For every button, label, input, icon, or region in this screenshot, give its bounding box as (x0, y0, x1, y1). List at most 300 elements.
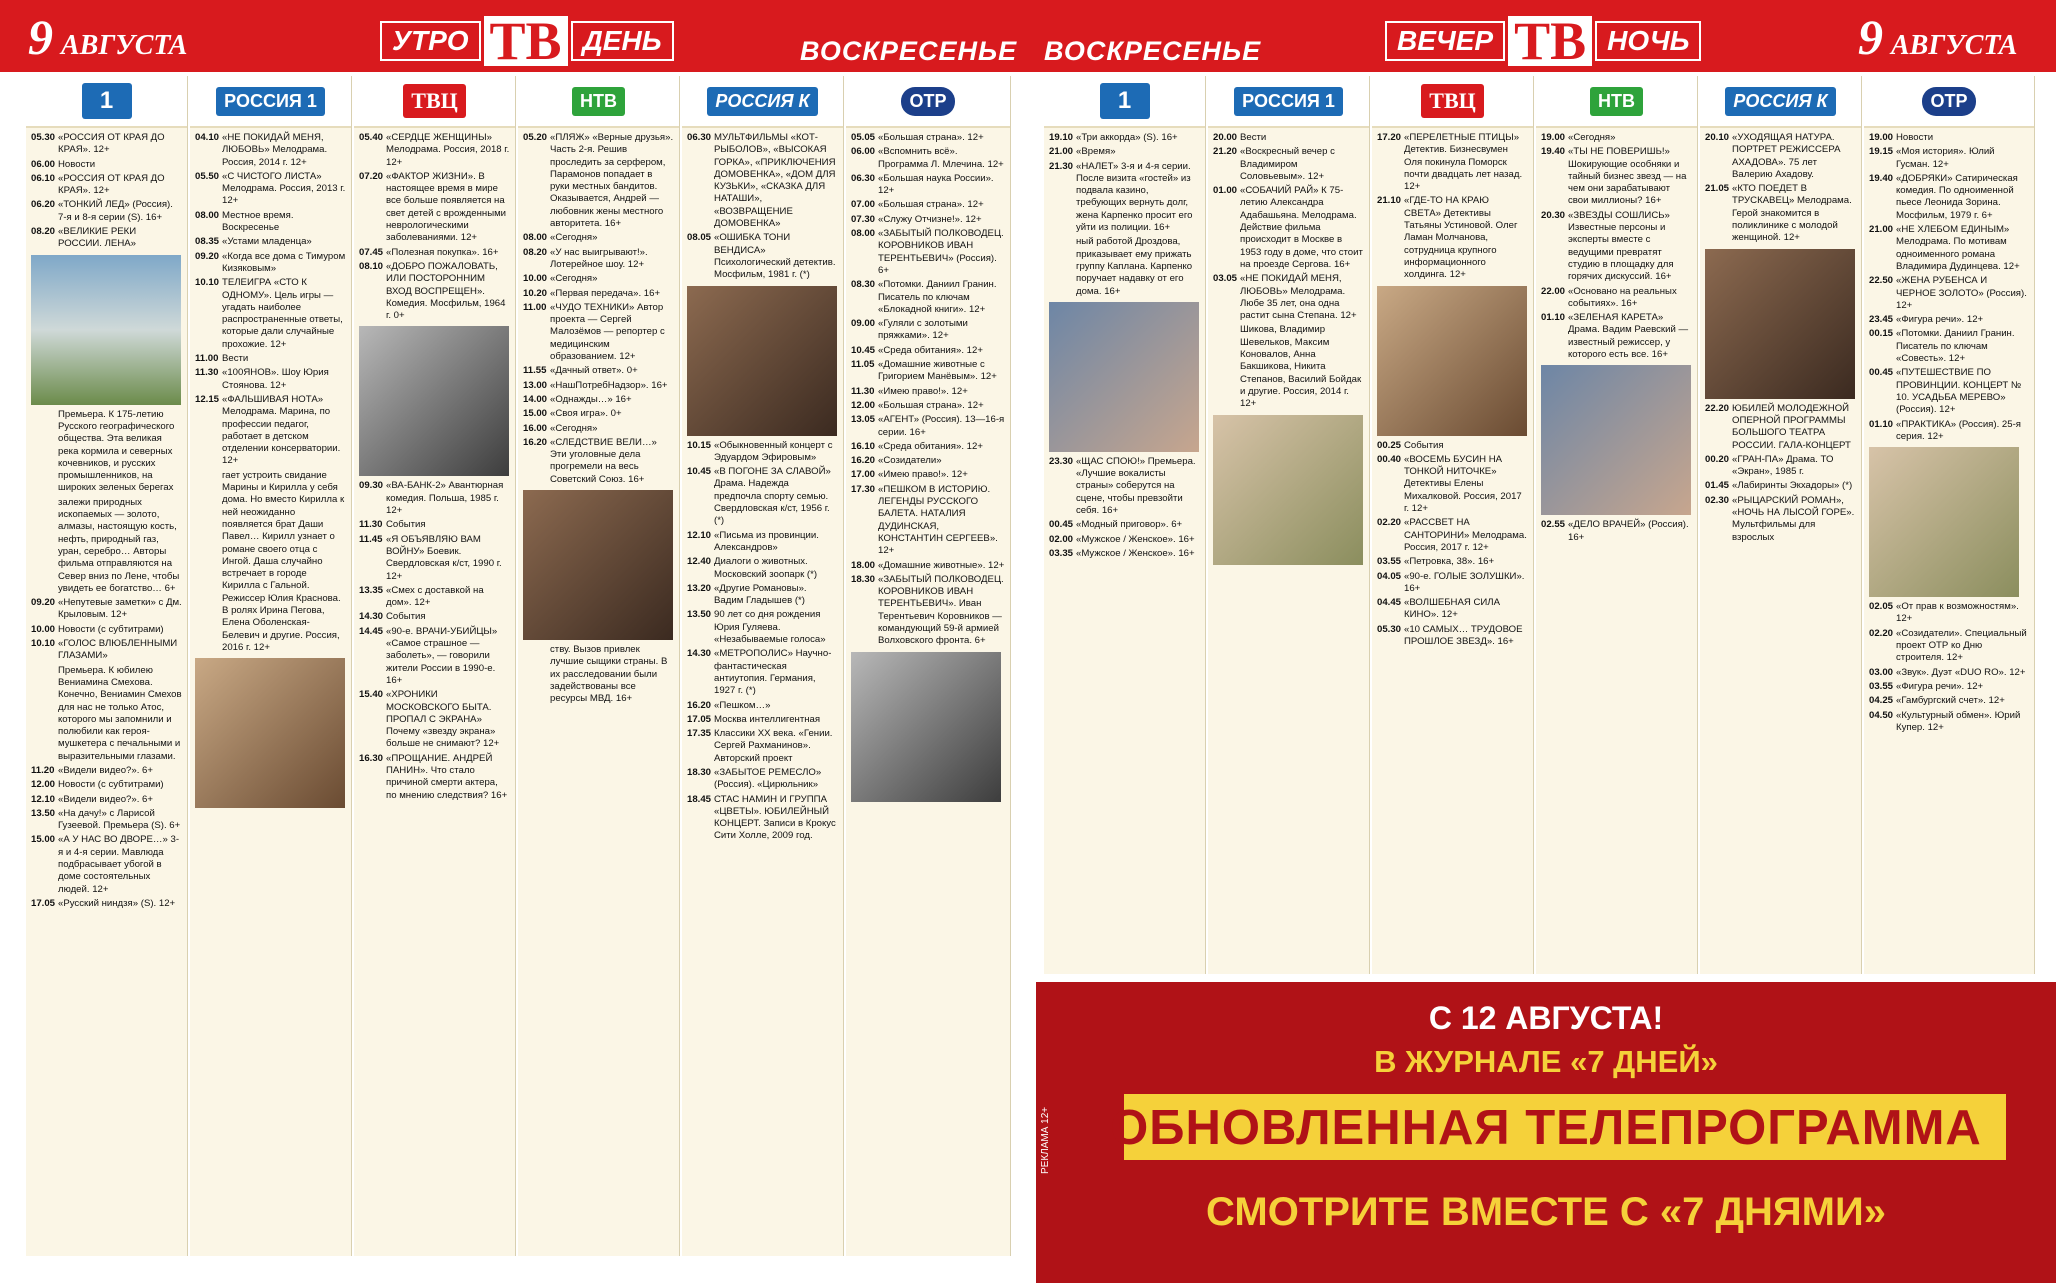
program-entry (1869, 681, 2029, 693)
channel-logo (682, 76, 843, 128)
channel-logo (354, 76, 515, 128)
magazine-advertisement (1036, 982, 2056, 1283)
program-title: ТЕЛЕИГРА «СТО К ОДНОМУ». Цель игры — угадать наиболее распространенные ответы, которые дали случайные прохожие. 12+ (222, 277, 343, 350)
program-title: «10 САМЫХ… ТРУДОВОЕ ПРОШЛОЕ ЗВЕЗД». 16+ (1404, 623, 1523, 648)
program-title: «ДЕЛО ВРАЧЕЙ» (Россия). 16+ (1568, 519, 1689, 543)
program-entry (359, 132, 510, 169)
otr-logo-icon: ОТР (901, 87, 954, 116)
program-title: «ЩАС СПОЮ!» Премьера. «Лучшие вокалисты страны» соберутся на сцене, чтобы превзойти себя. 16+ (1076, 455, 1196, 517)
left-section-logo (380, 11, 674, 71)
program-title: «СЛЕДСТВИЕ ВЕЛИ…» Эти уголовные дела прогремели на весь Советский Союз. 16+ (550, 436, 657, 485)
program-entry (195, 353, 346, 365)
program-time: 21.30 (1049, 160, 1074, 172)
program-time: 10.20 (523, 287, 548, 299)
ad-magazine-line: В ЖУРНАЛЕ «7 ДНЕЙ» (1374, 1044, 1718, 1079)
program-title: Новости (с субтитрами) (58, 623, 164, 635)
program-time: 15.00 (31, 834, 56, 846)
program-time: 04.50 (1869, 709, 1894, 721)
program-photo (1705, 249, 1855, 399)
day-column-tvc (354, 76, 516, 1256)
program-entry (523, 423, 674, 435)
program-entry (31, 765, 182, 777)
program-photo (1377, 286, 1527, 436)
program-entry (851, 574, 1005, 648)
program-time: 23.30 (1049, 455, 1074, 467)
program-time: 17.05 (31, 897, 56, 909)
ad-headline: ОБНОВЛЕННАЯ ТЕЛЕПРОГРАММА (1110, 1101, 1982, 1155)
program-time: 11.30 (195, 367, 219, 379)
program-list (518, 128, 679, 712)
program-time: 09.30 (359, 480, 384, 492)
program-entry (1049, 548, 1200, 560)
program-entry (359, 534, 510, 583)
night-column-russia-1 (1208, 76, 1370, 974)
program-entry (851, 484, 1005, 558)
program-entry (851, 279, 1005, 316)
program-photo (195, 658, 345, 808)
program-entry (1377, 571, 1528, 596)
program-time (523, 644, 550, 705)
russia-k-logo-icon: РОССИЯ К (707, 87, 817, 116)
program-time: 02.55 (1541, 519, 1566, 531)
program-entry (851, 228, 1005, 277)
program-time (31, 665, 58, 763)
program-time: 20.00 (1213, 132, 1238, 143)
program-title: «Созидатели» (878, 455, 942, 467)
program-entry (1049, 456, 1200, 517)
channel-logo (1864, 76, 2034, 128)
program-entry (1049, 519, 1200, 531)
program-entry (851, 214, 1005, 226)
program-title: «Домашние животные». 12+ (878, 559, 1005, 571)
program-title: «Петровка, 38». 16+ (1404, 556, 1495, 568)
program-entry (359, 261, 510, 322)
day-column-ntv (518, 76, 680, 1256)
program-title: «Сегодня» (1568, 132, 1616, 143)
program-title: «ЧУДО ТЕХНИКИ» Автор проекта — Сергей Малозёмов — репортер с медицинским образованием. 12+ (550, 301, 665, 363)
program-photo (31, 255, 181, 405)
program-entry (1541, 519, 1692, 544)
program-time: 00.45 (1049, 519, 1074, 531)
program-time: 10.15 (687, 439, 712, 451)
program-entry (523, 273, 674, 285)
program-entry (851, 469, 1005, 481)
program-photo (687, 286, 837, 436)
right-date-number: 9 (1858, 9, 1883, 65)
program-title: «Большая страна». 12+ (878, 399, 984, 411)
program-time: 20.30 (1541, 209, 1566, 221)
program-entry (31, 834, 182, 895)
program-title: События (386, 519, 426, 531)
program-time: 11.00 (523, 301, 547, 313)
program-time: 15.00 (523, 408, 548, 420)
program-time: 01.00 (1213, 185, 1238, 197)
program-time: 21.20 (1213, 146, 1238, 158)
program-entry (687, 132, 838, 230)
program-time: 00.20 (1705, 453, 1730, 465)
program-time: 10.10 (31, 638, 56, 650)
program-entry (195, 236, 346, 248)
program-title: Диалоги о животных. Московский зоопарк (*) (714, 556, 818, 580)
program-entry (359, 480, 510, 517)
program-time: 10.00 (31, 623, 56, 635)
program-entry (1869, 628, 2029, 665)
program-title: «ПЕРЕЛЕТНЫЕ ПТИЦЫ» Детектив. Бизнесвумен Оля покинула Поморск почти двадцать лет назад. 12+ (1404, 132, 1523, 193)
program-title: «ДОБРО ПОЖАЛОВАТЬ, ИЛИ ПОСТОРОННИМ ВХОД ВОСПРЕЩЕН». Комедия. Мосфильм, 1964 г. 0+ (386, 260, 506, 322)
program-time: 16.10 (851, 440, 876, 452)
right-day-of-week: ВОСКРЕСЕНЬЕ (1044, 36, 1262, 66)
logo-morning: УТРО (380, 21, 481, 61)
program-entry (687, 767, 838, 792)
program-entry (1869, 224, 2029, 273)
program-entry (195, 394, 346, 468)
program-entry (1213, 185, 1364, 271)
program-title: «Среда обитания». 12+ (878, 440, 983, 452)
program-entry (1377, 132, 1528, 193)
program-title: «ХРОНИКИ МОСКОВСКОГО БЫТА. ПРОПАЛ С ЭКРАНА» Почему «звезду экрана» больше не снимают? 12+ (386, 689, 500, 750)
program-time: 18.45 (687, 793, 712, 805)
program-title: «Воскресный вечер с Владимиром Соловьевым». 12+ (1240, 146, 1335, 182)
program-entry (851, 345, 1005, 357)
program-entry (195, 210, 346, 235)
program-title: «Большая страна». 12+ (878, 199, 984, 211)
program-entry (195, 277, 346, 351)
program-time: 05.40 (359, 132, 384, 143)
program-title: «Сегодня» (550, 232, 598, 244)
program-entry (359, 753, 510, 802)
program-entry (851, 173, 1005, 198)
program-time: 03.35 (1049, 547, 1074, 559)
program-time: 10.00 (523, 273, 548, 285)
program-time: 08.20 (523, 246, 548, 258)
program-time: 16.20 (687, 699, 712, 711)
program-entry (1869, 314, 2029, 326)
program-title: «Потомки. Даниил Гранин. Писатель по ключам «Совесть». 12+ (1896, 328, 2015, 365)
program-time: 08.20 (31, 226, 56, 238)
program-entry (195, 171, 346, 208)
program-entry (1869, 667, 2029, 679)
program-time: 13.00 (523, 379, 548, 391)
program-time: 19.00 (1869, 132, 1894, 143)
program-title: «НашПотребНадзор». 16+ (550, 379, 668, 391)
program-title: ству. Вызов привлек лучшие сыщики страны. В их расследовании были задействованы все ресурсы МВД. 16+ (550, 644, 668, 705)
program-list (1044, 128, 1205, 566)
program-title: «НЕ ХЛЕБОМ ЕДИНЫМ» Мелодрама. По мотивам одноименного романа Владимира Дудинцева. 12+ (1896, 224, 2020, 272)
program-time: 08.30 (851, 279, 876, 291)
program-title: 90 лет со дня рождения Юрия Гуляева. «Незабываемые голоса» (714, 609, 826, 646)
program-title: «Пешком…» (714, 699, 771, 711)
program-time (195, 470, 222, 654)
program-title: «Фигура речи». 12+ (1896, 680, 1984, 692)
page-gutter (1018, 72, 1036, 1283)
ad-date-line: С 12 АВГУСТА! (1428, 1000, 1664, 1036)
program-title: «ЗЕЛЕНАЯ КАРЕТА» Драма. Вадим Раевский — известный режиссер, у которого есть все. 16+ (1568, 312, 1689, 361)
program-title: ЮБИЛЕЙ МОЛОДЕЖНОЙ ОПЕРНОЙ ПРОГРАММЫ БОЛЬШОГО ТЕАТРА РОССИИ. ГАЛА-КОНЦЕРТ (1732, 402, 1851, 451)
program-time: 13.50 (31, 807, 56, 819)
program-title: «Три аккорда» (S). 16+ (1076, 132, 1178, 143)
program-entry (31, 794, 182, 806)
program-title: Вести (1240, 132, 1267, 143)
program-entry (1541, 286, 1692, 311)
program-entry (31, 226, 182, 251)
program-time: 13.20 (687, 582, 712, 594)
program-time (1049, 236, 1076, 297)
program-title: «Русский ниндзя» (S). 12+ (58, 897, 176, 909)
program-title: «РЫЦАРСКИЙ РОМАН», «НОЧЬ НА ЛЫСОЙ ГОРЕ». Мультфильмы для взрослых (1732, 494, 1855, 543)
program-time: 10.45 (687, 466, 712, 478)
program-title: «Имею право!». 12+ (878, 469, 968, 481)
program-time: 12.10 (31, 793, 56, 805)
program-entry (31, 665, 182, 763)
program-time (31, 409, 58, 495)
program-entry (851, 414, 1005, 439)
program-time: 11.30 (359, 519, 383, 531)
otr-logo-icon: ОТР (1922, 87, 1975, 116)
program-time: 14.30 (687, 648, 712, 660)
program-time: 02.05 (1869, 601, 1894, 613)
program-time: 04.10 (195, 132, 220, 143)
program-title: «ВЕЛИКИЕ РЕКИ РОССИИ. ЛЕНА» (58, 226, 137, 250)
program-time: 04.25 (1869, 695, 1894, 707)
right-date-month: АВГУСТА (1891, 30, 2018, 61)
program-entry (687, 466, 838, 527)
program-time: 06.00 (31, 158, 56, 170)
program-entry (195, 251, 346, 276)
program-list (846, 128, 1010, 810)
day-column-russia-1 (190, 76, 352, 1256)
program-entry (851, 132, 1005, 144)
program-entry (1705, 495, 1856, 544)
left-date-number: 9 (28, 9, 53, 65)
program-title: «Домашние животные с Григорием Манёвым». 12+ (878, 359, 997, 383)
night-column-otr (1864, 76, 2035, 974)
program-time: 11.45 (359, 533, 383, 545)
program-entry (31, 898, 182, 910)
program-title: События (1404, 439, 1444, 451)
program-time: 19.00 (1541, 132, 1566, 143)
program-title: «Лабиринты Экхадоры» (*) (1732, 480, 1853, 492)
program-photo (1541, 365, 1691, 515)
logo-day: ДЕНЬ (571, 21, 674, 61)
program-entry (687, 714, 838, 726)
program-time: 17.35 (687, 728, 712, 740)
program-time: 11.20 (31, 764, 55, 776)
program-entry (687, 583, 838, 608)
program-photo (359, 326, 509, 476)
program-title: «Дачный ответ». 0+ (550, 365, 638, 377)
program-time: 17.05 (687, 713, 712, 725)
program-entry (31, 497, 182, 595)
program-title: «ПУТЕШЕСТВИЕ ПО ПРОВИНЦИИ. КОНЦЕРТ № 10. УСАДЬБА МЕРЕВО» (Россия). 12+ (1896, 367, 2022, 416)
program-title: «Видели видео?». 6+ (58, 764, 153, 776)
program-entry (31, 159, 182, 171)
day-column-channel-1 (26, 76, 188, 1256)
program-time: 00.40 (1377, 453, 1402, 465)
russia-1-logo-icon: РОССИЯ 1 (1234, 87, 1343, 116)
program-entry (1049, 161, 1200, 235)
program-title: СТАС НАМИН И ГРУППА «ЦВЕТЫ». ЮБИЛЕЙНЫЙ КОНЦЕРТ. Записи в Крокус Сити Холле, 2009 год. (714, 793, 836, 842)
program-time (1213, 324, 1240, 410)
program-time: 18.30 (687, 766, 712, 778)
program-entry (523, 247, 674, 272)
program-entry (523, 644, 674, 705)
program-entry (1705, 403, 1856, 452)
program-title: «ГОЛОС ВЛЮБЛЕННЫМИ ГЛАЗАМИ» (58, 638, 178, 662)
program-entry (359, 585, 510, 610)
program-entry (687, 728, 838, 765)
program-entry (851, 455, 1005, 467)
program-title: «Модный приговор». 6+ (1076, 519, 1183, 531)
program-title: «Обыкновенный концерт с Эдуардом Эфировым» (714, 439, 833, 463)
program-entry (687, 609, 838, 646)
program-time: 07.00 (851, 199, 876, 211)
program-entry (687, 556, 838, 581)
program-title: «АГЕНТ» (Россия). 13—16-я серии. 16+ (878, 414, 1005, 438)
program-entry (1541, 312, 1692, 361)
program-time: 02.30 (1705, 494, 1730, 506)
program-time: 17.00 (851, 469, 876, 481)
program-list (1700, 128, 1861, 550)
program-time: 22.20 (1705, 402, 1730, 414)
program-title: «Созидатели». Специальный проект ОТР ко Дню строителя. 12+ (1896, 627, 2027, 664)
program-entry (523, 232, 674, 244)
program-time: 22.50 (1869, 275, 1894, 287)
program-title: «90-е. ВРАЧИ-УБИЙЦЫ» «Самое страшное — заболеть», — говорили жители России в 1990-е. 16+ (386, 625, 498, 686)
program-time: 04.05 (1377, 570, 1402, 582)
program-title: «СОБАЧИЙ РАЙ» К 75-летию Александра Адабашьяна. Мелодрама. Действие фильма происходит в Москве в 1953 году в доме, что стоит на проезде Сергова. 16+ (1240, 185, 1363, 270)
program-time: 06.30 (687, 132, 712, 143)
program-title: «Письма из провинции. Александров» (714, 529, 819, 553)
program-title: «От прав к возможностям». 12+ (1896, 601, 2019, 625)
program-entry (31, 132, 182, 157)
day-column-russia-k (682, 76, 844, 1256)
program-time: 18.00 (851, 559, 876, 571)
program-entry (523, 132, 674, 230)
russia-1-logo-icon: РОССИЯ 1 (216, 87, 325, 116)
program-time: 05.05 (851, 132, 876, 143)
program-title: «КТО ПОЕДЕТ В ТРУСКАВЕЦ» Мелодрама. Герой знакомится в поликлинике с молодой женщиной. 12+ (1732, 183, 1852, 244)
program-time: 19.15 (1869, 146, 1894, 158)
program-title: «Гамбургский счет». 12+ (1896, 695, 2005, 707)
program-entry (687, 440, 838, 465)
program-title: «НЕ ПОКИДАЙ МЕНЯ, ЛЮБОВЬ» Мелодрама. Любе 35 лет, она одна растит сына Степана. 12+ (1240, 273, 1357, 322)
left-date (28, 9, 188, 65)
program-entry (523, 380, 674, 392)
program-title: «ЗАБЫТЫЙ ПОЛКОВОДЕЦ. КОРОВНИКОВ ИВАН ТЕРЕНТЬЕВИЧ». Иван Терентьевич Коровников — командующий 59-й армией Волховского фронта. 6+ (878, 573, 1004, 647)
program-entry (195, 367, 346, 392)
program-title: «Устами младенца» (222, 236, 312, 248)
program-entry (1705, 183, 1856, 244)
program-title: «ЗВЕЗДЫ СОШЛИСЬ» Известные персоны и эксперты вместе с ведущими превратят студию в площадку для горячих дискуссий. 16+ (1568, 209, 1674, 283)
program-list (1208, 128, 1369, 573)
program-title: События (386, 611, 426, 623)
program-title: «ФАКТОР ЖИЗНИ». В настоящее время в мире все больше появляется на свет детей с врожденными неврологическими заболеваниями. 12+ (386, 170, 507, 244)
program-title: Новости (с субтитрами) (58, 779, 164, 791)
program-entry (523, 365, 674, 377)
program-entry (687, 794, 838, 843)
program-list (354, 128, 515, 808)
program-time: 08.00 (523, 232, 548, 244)
program-title: «ЗАБЫТЫЙ ПОЛКОВОДЕЦ. КОРОВНИКОВ ИВАН ТЕРЕНТЬЕВИЧ» (Россия). 6+ (878, 228, 1004, 276)
program-entry (31, 409, 182, 495)
program-time: 07.45 (359, 246, 384, 258)
program-title: «Смех с доставкой на дом». 12+ (386, 584, 484, 609)
program-entry (359, 171, 510, 245)
program-title: «С ЧИСТОГО ЛИСТА» Мелодрама. Россия, 2013 г. 12+ (222, 170, 346, 207)
program-title: «Непутевые заметки» с Дм. Крыловым. 12+ (58, 597, 182, 621)
program-title: «Культурный обмен». Юрий Купер. 12+ (1896, 709, 2021, 733)
program-time: 08.00 (851, 228, 876, 240)
program-title: гает устроить свидание Марины и Кирилла у себя дома. Но вместо Кирилла к ней неожиданно появляется брат Даши Павел… Кирилл узнает о романе своего отца с Ингой. Даша случайно встречает в городе Кирилла с Гальной. Режиссер Юлия Краснова. В ролях Ирина Пегова, Елена Оболенская-Белевич и другие. Россия, 2016 г. 12+ (222, 469, 345, 653)
program-title: «90-е. ГОЛЫЕ ЗОЛУШКИ». 16+ (1404, 570, 1525, 594)
program-title: Классики ХХ века. «Гении. Сергей Рахманинов». Авторский проект (714, 728, 833, 764)
program-time: 03.55 (1377, 556, 1402, 568)
program-entry (1377, 440, 1528, 452)
program-entry (851, 560, 1005, 572)
program-entry (359, 626, 510, 687)
program-entry (31, 597, 182, 622)
program-time: 12.00 (851, 399, 876, 411)
program-title: «Своя игра». 0+ (550, 408, 622, 420)
program-photo (523, 490, 673, 640)
program-time: 13.50 (687, 609, 712, 621)
night-column-ntv (1536, 76, 1698, 974)
program-entry (1869, 146, 2029, 171)
program-time: 11.55 (523, 365, 547, 377)
program-photo (1049, 302, 1199, 452)
program-title: «А У НАС ВО ДВОРЕ…» 3-я и 4-я серии. Мавлюда подбрасывает убогой в доме состоятельных людей. 12+ (58, 834, 180, 895)
program-entry (687, 648, 838, 697)
program-entry (31, 638, 182, 663)
program-title: «ГРАН-ПА» Драма. ТО «Экран», 1985 г. (1732, 453, 1834, 478)
program-entry (1213, 273, 1364, 322)
program-entry (851, 400, 1005, 412)
program-title: «Первая передача». 16+ (550, 287, 661, 299)
program-entry (1705, 132, 1856, 181)
program-title: «Среда обитания». 12+ (878, 344, 983, 356)
program-title: Вести (222, 353, 249, 365)
program-entry (1869, 173, 2029, 222)
program-entry (31, 624, 182, 636)
logo-tv: ТВ (1508, 16, 1592, 66)
program-entry (1049, 146, 1200, 158)
program-title: «Моя история». Юлий Гусман. 12+ (1896, 146, 1995, 170)
program-time: 12.15 (195, 393, 220, 405)
program-entry (687, 530, 838, 555)
program-time: 10.10 (195, 277, 220, 289)
program-time: 06.10 (31, 172, 56, 184)
program-time: 09.20 (195, 250, 220, 262)
program-time: 06.00 (851, 146, 876, 158)
program-entry (523, 288, 674, 300)
program-time: 05.30 (31, 132, 56, 143)
program-time (31, 497, 58, 595)
program-title: «ПРОЩАНИЕ. АНДРЕЙ ПАНИН». Что стало причиной смерти актера, по мнению следствия? 16+ (386, 752, 508, 801)
program-title: Новости (1896, 132, 1934, 143)
ad-side-label: РЕКЛАМА 12+ (1040, 1106, 1051, 1174)
channel-logo (26, 76, 187, 128)
program-time: 20.10 (1705, 132, 1730, 143)
tvc-logo-icon: ТВЦ (1421, 84, 1483, 118)
program-title: «УХОДЯЩАЯ НАТУРА. ПОРТРЕТ РЕЖИССЕРА АХАДОВА». 75 лет Валерию Ахадову. (1732, 132, 1841, 180)
program-title: «РОССИЯ ОТ КРАЯ ДО КРАЯ». 12+ (58, 132, 165, 156)
program-time: 19.10 (1049, 132, 1074, 143)
program-time: 19.40 (1869, 172, 1894, 184)
channel-logo (518, 76, 679, 128)
program-title: «На дачу!» с Ларисой Гузеевой. Премьера (S). 6+ (58, 807, 181, 832)
program-title: «Вспомнить всё». Программа Л. Млечина. 12+ (878, 146, 1004, 170)
program-entry (1541, 132, 1692, 144)
